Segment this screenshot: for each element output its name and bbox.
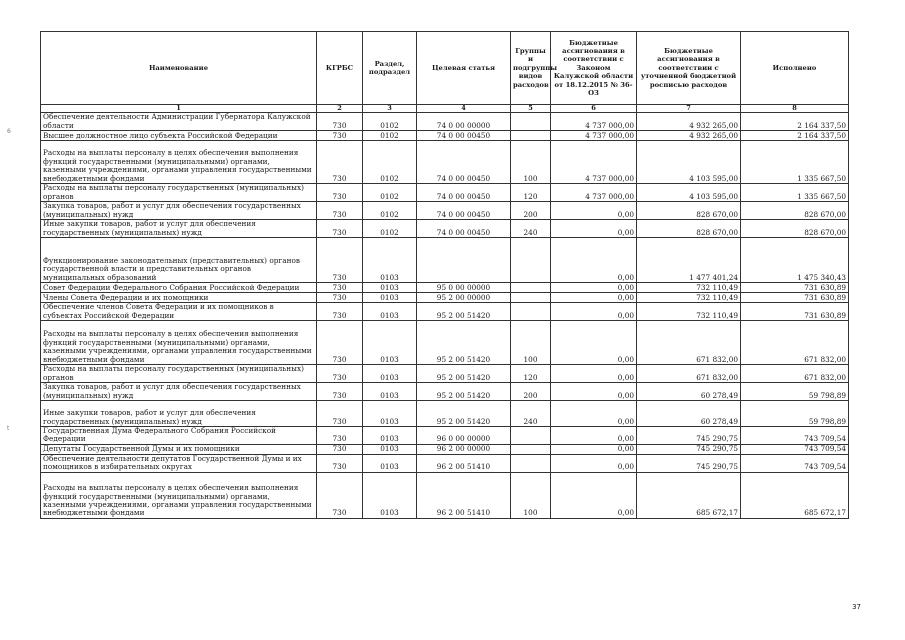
page-number: 37 [852, 603, 861, 611]
row-target: 96 2 00 51410 [417, 472, 511, 518]
row-law: 0,00 [551, 365, 637, 383]
table-row [41, 454, 849, 472]
column-number: 4 [417, 105, 511, 113]
row-group: 240 [511, 220, 551, 238]
table-header-row [41, 32, 849, 105]
row-refined: 732 110,49 [637, 303, 741, 321]
scan-mark: t [7, 425, 10, 432]
row-law: 0,00 [551, 472, 637, 518]
row-refined: 745 290,75 [637, 444, 741, 454]
row-target: 96 2 00 51410 [417, 454, 511, 472]
row-executed: 1 475 340,43 [741, 238, 849, 283]
row-target: 96 0 00 00000 [417, 427, 511, 445]
header-executed: Исполнено [741, 32, 849, 105]
header-kgrbs: КГРБС [317, 32, 363, 105]
row-target: 74 0 00 00450 [417, 202, 511, 220]
row-law: 0,00 [551, 303, 637, 321]
row-name: Государственная Дума Федерального Собрания Российской Федерации [41, 427, 317, 445]
row-target: 95 2 00 51420 [417, 365, 511, 383]
row-law: 0,00 [551, 220, 637, 238]
row-target: 96 2 00 00000 [417, 444, 511, 454]
row-kgrbs: 730 [317, 454, 363, 472]
row-target: 74 0 00 00450 [417, 131, 511, 141]
row-law: 0,00 [551, 401, 637, 427]
row-refined: 60 278,49 [637, 383, 741, 401]
row-group: 120 [511, 365, 551, 383]
header-name: Наименование [41, 32, 317, 105]
row-section: 0102 [363, 184, 417, 202]
table-row [41, 427, 849, 445]
row-group: 200 [511, 202, 551, 220]
row-target: 95 2 00 51420 [417, 321, 511, 365]
row-target: 95 2 00 51420 [417, 303, 511, 321]
row-kgrbs: 730 [317, 472, 363, 518]
row-executed: 685 672,17 [741, 472, 849, 518]
table-row [41, 321, 849, 365]
row-section: 0103 [363, 293, 417, 303]
row-name: Расходы на выплаты персоналу в целях обеспечения выполнения функций государственными (муниципальными) органами, казенными учреждениями, органами управления государственными внебюджетными фондами [41, 141, 317, 184]
row-group: 100 [511, 141, 551, 184]
row-name: Обеспечение деятельности Администрации Губернатора Калужской области [41, 113, 317, 131]
header-section: Раздел, подраздел [363, 32, 417, 105]
row-refined: 4 932 265,00 [637, 131, 741, 141]
row-law: 4 737 000,00 [551, 141, 637, 184]
row-executed: 743 709,54 [741, 454, 849, 472]
row-refined: 671 832,00 [637, 321, 741, 365]
row-group: 100 [511, 472, 551, 518]
row-refined: 828 670,00 [637, 202, 741, 220]
row-section: 0103 [363, 283, 417, 293]
row-section: 0103 [363, 365, 417, 383]
row-group: 240 [511, 401, 551, 427]
row-executed: 671 832,00 [741, 321, 849, 365]
row-section: 0103 [363, 321, 417, 365]
row-law: 0,00 [551, 283, 637, 293]
row-section: 0102 [363, 202, 417, 220]
row-refined: 671 832,00 [637, 365, 741, 383]
row-executed: 743 709,54 [741, 427, 849, 445]
row-section: 0102 [363, 113, 417, 131]
row-refined: 745 290,75 [637, 454, 741, 472]
row-refined: 60 278,49 [637, 401, 741, 427]
row-target: 74 0 00 00000 [417, 113, 511, 131]
table-row [41, 202, 849, 220]
row-executed: 1 335 667,50 [741, 184, 849, 202]
column-number: 3 [363, 105, 417, 113]
row-executed: 731 630,89 [741, 303, 849, 321]
row-kgrbs: 730 [317, 321, 363, 365]
row-section: 0103 [363, 401, 417, 427]
row-group [511, 238, 551, 283]
row-kgrbs: 730 [317, 283, 363, 293]
row-group: 100 [511, 321, 551, 365]
row-law: 4 737 000,00 [551, 113, 637, 131]
row-executed: 59 798,89 [741, 383, 849, 401]
row-name: Обеспечение деятельности депутатов Государственной Думы и их помощников в избирательных округах [41, 454, 317, 472]
row-target: 95 2 00 51420 [417, 401, 511, 427]
row-executed: 743 709,54 [741, 444, 849, 454]
table-row [41, 238, 849, 283]
table-row [41, 220, 849, 238]
row-name: Расходы на выплаты персоналу в целях обеспечения выполнения функций государственными (муниципальными) органами, казенными учреждениями, органами управления государственными внебюджетными фондами [41, 321, 317, 365]
row-kgrbs: 730 [317, 293, 363, 303]
row-section: 0103 [363, 238, 417, 283]
row-section: 0103 [363, 383, 417, 401]
row-name: Закупка товаров, работ и услуг для обеспечения государственных (муниципальных) нужд [41, 383, 317, 401]
table-body [41, 113, 849, 519]
row-name: Расходы на выплаты персоналу государственных (муниципальных) органов [41, 365, 317, 383]
table-row [41, 141, 849, 184]
row-group [511, 444, 551, 454]
row-kgrbs: 730 [317, 184, 363, 202]
row-target: 95 2 00 00000 [417, 293, 511, 303]
table-row [41, 444, 849, 454]
row-group [511, 427, 551, 445]
row-name: Закупка товаров, работ и услуг для обеспечения государственных (муниципальных) нужд [41, 202, 317, 220]
row-refined: 1 477 401,24 [637, 238, 741, 283]
row-executed: 731 630,89 [741, 293, 849, 303]
row-group [511, 283, 551, 293]
row-name: Обеспечение членов Совета Федерации и их помощников в субъектах Российской Федерации [41, 303, 317, 321]
row-name: Иные закупки товаров, работ и услуг для обеспечения государственных (муниципальных) нужд [41, 401, 317, 427]
row-law: 0,00 [551, 202, 637, 220]
row-law: 0,00 [551, 238, 637, 283]
row-executed: 828 670,00 [741, 202, 849, 220]
row-name: Иные закупки товаров, работ и услуг для обеспечения государственных (муниципальных) нужд [41, 220, 317, 238]
row-kgrbs: 730 [317, 427, 363, 445]
row-executed: 731 630,89 [741, 283, 849, 293]
row-group [511, 113, 551, 131]
table-row [41, 283, 849, 293]
row-kgrbs: 730 [317, 141, 363, 184]
row-law: 0,00 [551, 293, 637, 303]
table-row [41, 365, 849, 383]
row-section: 0102 [363, 131, 417, 141]
row-refined: 745 290,75 [637, 427, 741, 445]
table-row [41, 303, 849, 321]
row-target: 95 0 00 00000 [417, 283, 511, 293]
row-refined: 4 932 265,00 [637, 113, 741, 131]
table-row [41, 131, 849, 141]
row-group [511, 131, 551, 141]
row-refined: 828 670,00 [637, 220, 741, 238]
row-kgrbs: 730 [317, 238, 363, 283]
row-law: 0,00 [551, 427, 637, 445]
column-number: 7 [637, 105, 741, 113]
row-law: 0,00 [551, 444, 637, 454]
column-number: 5 [511, 105, 551, 113]
budget-table [40, 31, 849, 519]
row-refined: 732 110,49 [637, 283, 741, 293]
row-section: 0103 [363, 303, 417, 321]
row-executed: 671 832,00 [741, 365, 849, 383]
row-law: 0,00 [551, 454, 637, 472]
row-target: 74 0 00 00450 [417, 220, 511, 238]
scan-mark: 6 [7, 128, 11, 135]
row-kgrbs: 730 [317, 113, 363, 131]
table-row [41, 472, 849, 518]
row-name: Совет Федерации Федерального Собрания Российской Федерации [41, 283, 317, 293]
row-section: 0103 [363, 427, 417, 445]
row-group: 120 [511, 184, 551, 202]
column-number: 2 [317, 105, 363, 113]
header-target: Целевая статья [417, 32, 511, 105]
row-kgrbs: 730 [317, 220, 363, 238]
table-row [41, 293, 849, 303]
row-law: 0,00 [551, 321, 637, 365]
row-group: 200 [511, 383, 551, 401]
row-target: 95 2 00 51420 [417, 383, 511, 401]
row-name: Депутаты Государственной Думы и их помощники [41, 444, 317, 454]
row-name: Функционирование законодательных (представительных) органов государственной власти и представительных органов муниципальных образований [41, 238, 317, 283]
table-row [41, 113, 849, 131]
row-kgrbs: 730 [317, 383, 363, 401]
row-refined: 4 103 595,00 [637, 141, 741, 184]
row-executed: 59 798,89 [741, 401, 849, 427]
row-section: 0103 [363, 472, 417, 518]
row-refined: 732 110,49 [637, 293, 741, 303]
table-row [41, 401, 849, 427]
row-group [511, 454, 551, 472]
column-number: 6 [551, 105, 637, 113]
row-target: 74 0 00 00450 [417, 141, 511, 184]
row-group [511, 303, 551, 321]
row-section: 0102 [363, 220, 417, 238]
row-kgrbs: 730 [317, 444, 363, 454]
row-refined: 4 103 595,00 [637, 184, 741, 202]
row-kgrbs: 730 [317, 303, 363, 321]
table-row [41, 383, 849, 401]
row-executed: 828 670,00 [741, 220, 849, 238]
row-executed: 2 164 337,50 [741, 131, 849, 141]
header-refined: Бюджетные ассигнования в соответствии с уточненной бюджетной росписью расходов [637, 32, 741, 105]
row-name: Высшее должностное лицо субъекта Российской Федерации [41, 131, 317, 141]
row-name: Расходы на выплаты персоналу государственных (муниципальных) органов [41, 184, 317, 202]
row-kgrbs: 730 [317, 401, 363, 427]
header-group: Группы и подгруппы видов расходов [511, 32, 551, 105]
row-executed: 2 164 337,50 [741, 113, 849, 131]
row-law: 4 737 000,00 [551, 184, 637, 202]
row-group [511, 293, 551, 303]
row-kgrbs: 730 [317, 202, 363, 220]
row-executed: 1 335 667,50 [741, 141, 849, 184]
row-name: Члены Совета Федерации и их помощники [41, 293, 317, 303]
header-law: Бюджетные ассигнования в соответствии с Законом Калужской области от 18.12.2015 № 36-ОЗ [551, 32, 637, 105]
row-law: 0,00 [551, 383, 637, 401]
column-number: 1 [41, 105, 317, 113]
row-law: 4 737 000,00 [551, 131, 637, 141]
row-section: 0103 [363, 454, 417, 472]
column-number: 8 [741, 105, 849, 113]
row-kgrbs: 730 [317, 131, 363, 141]
row-name: Расходы на выплаты персоналу в целях обеспечения выполнения функций государственными (муниципальными) органами, казенными учреждениями, органами управления государственными внебюджетными фондами [41, 472, 317, 518]
row-section: 0102 [363, 141, 417, 184]
row-target: 74 0 00 00450 [417, 184, 511, 202]
row-kgrbs: 730 [317, 365, 363, 383]
row-section: 0103 [363, 444, 417, 454]
row-target [417, 238, 511, 283]
row-refined: 685 672,17 [637, 472, 741, 518]
table-row [41, 184, 849, 202]
